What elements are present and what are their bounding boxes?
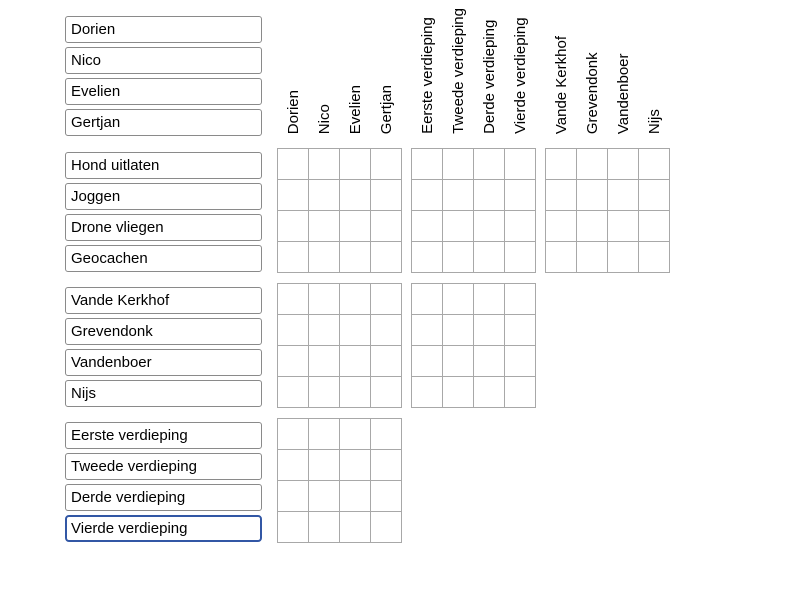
grid-blocks-activities (277, 148, 679, 273)
grid-cell[interactable] (577, 179, 608, 210)
grid-cell[interactable] (278, 376, 309, 407)
grid-cell[interactable] (278, 345, 309, 376)
grid-block-floors-persons (277, 418, 402, 543)
column-header-nijs: Nijs (646, 108, 663, 134)
grid-cell[interactable] (340, 418, 371, 449)
grid-cell[interactable] (546, 210, 577, 241)
grid-cell[interactable] (309, 376, 340, 407)
column-header-evelien: Evelien (347, 84, 364, 134)
row-label-input-grevendonk[interactable] (65, 318, 262, 345)
grid-cell[interactable] (639, 241, 670, 272)
row-label-input-nijs[interactable] (65, 380, 262, 407)
grid-block-activities-surnames (545, 148, 670, 273)
column-header-gertjan: Gertjan (378, 84, 395, 134)
grid-cell[interactable] (309, 345, 340, 376)
grid-cell[interactable] (443, 283, 474, 314)
grid-cell[interactable] (505, 283, 536, 314)
grid-cell[interactable] (412, 376, 443, 407)
grid-cell[interactable] (639, 148, 670, 179)
grid-cell[interactable] (443, 210, 474, 241)
grid-cell[interactable] (474, 179, 505, 210)
grid-blocks-surnames (277, 283, 545, 408)
grid-cell[interactable] (443, 148, 474, 179)
column-header-group-floors (411, 8, 536, 136)
grid-cell[interactable] (639, 210, 670, 241)
grid-cell[interactable] (278, 511, 309, 542)
row-label-group-persons (65, 16, 262, 136)
grid-cell[interactable] (340, 210, 371, 241)
grid-cell[interactable] (443, 179, 474, 210)
row-label-input-vande-kerkhof[interactable] (65, 287, 262, 314)
column-header-group-surnames (545, 36, 670, 136)
row-label-group-floors (65, 418, 262, 543)
grid-cell[interactable] (340, 345, 371, 376)
grid-cell[interactable] (309, 283, 340, 314)
grid-cell[interactable] (577, 210, 608, 241)
grid-cell[interactable] (443, 314, 474, 345)
grid-cell[interactable] (412, 241, 443, 272)
grid-cell[interactable] (505, 314, 536, 345)
grid-cell[interactable] (505, 345, 536, 376)
grid-cell[interactable] (371, 241, 402, 272)
grid-cell[interactable] (412, 283, 443, 314)
column-header-vande-kerkhof: Vande Kerkhof (553, 35, 570, 134)
column-header-vierde-verdieping: Vierde verdieping (512, 17, 529, 134)
grid-cell[interactable] (443, 241, 474, 272)
grid-cell[interactable] (340, 511, 371, 542)
grid-cell[interactable] (371, 148, 402, 179)
grid-cell[interactable] (309, 314, 340, 345)
grid-cell[interactable] (309, 179, 340, 210)
grid-cell[interactable] (505, 241, 536, 272)
row-group-surnames (65, 283, 679, 408)
grid-cell[interactable] (340, 179, 371, 210)
grid-cell[interactable] (608, 210, 639, 241)
row-label-input-tweede-verdieping[interactable] (65, 453, 262, 480)
row-label-input-hond-uitlaten[interactable] (65, 152, 262, 179)
grid-cell[interactable] (546, 148, 577, 179)
column-header-dorien: Dorien (285, 89, 302, 134)
row-label-input-joggen[interactable] (65, 183, 262, 210)
grid-cell[interactable] (340, 480, 371, 511)
column-headers (277, 8, 679, 136)
grid-cell[interactable] (278, 480, 309, 511)
grid-cell[interactable] (371, 418, 402, 449)
column-header-group-persons (277, 85, 402, 136)
grid-cell[interactable] (474, 241, 505, 272)
grid-cell[interactable] (309, 210, 340, 241)
grid-cell[interactable] (278, 148, 309, 179)
grid-cell[interactable] (278, 210, 309, 241)
grid-cell[interactable] (505, 376, 536, 407)
grid-block-surnames-persons (277, 283, 402, 408)
grid-cell[interactable] (278, 241, 309, 272)
grid-cell[interactable] (340, 449, 371, 480)
grid-cell[interactable] (639, 179, 670, 210)
grid-cell[interactable] (309, 418, 340, 449)
grid-cell[interactable] (278, 449, 309, 480)
row-label-input-dorien[interactable] (65, 16, 262, 43)
column-header-nico: Nico (316, 103, 333, 134)
column-header-grevendonk: Grevendonk (584, 52, 601, 134)
row-label-input-nico[interactable] (65, 47, 262, 74)
grid-cell[interactable] (474, 210, 505, 241)
grid-block-activities-floors (411, 148, 536, 273)
row-label-input-eerste-verdieping[interactable] (65, 422, 262, 449)
row-label-input-derde-verdieping[interactable] (65, 484, 262, 511)
grid-cell[interactable] (278, 418, 309, 449)
row-label-input-drone-vliegen[interactable] (65, 214, 262, 241)
row-label-input-gertjan[interactable] (65, 109, 262, 136)
grid-cell[interactable] (412, 148, 443, 179)
row-label-input-geocachen[interactable] (65, 245, 262, 272)
row-label-input-vierde-verdieping[interactable] (65, 515, 262, 542)
grid-cell[interactable] (371, 179, 402, 210)
grid-cell[interactable] (505, 179, 536, 210)
puzzle-layout (65, 8, 679, 553)
grid-cell[interactable] (371, 480, 402, 511)
grid-cell[interactable] (371, 449, 402, 480)
grid-cell[interactable] (443, 345, 474, 376)
grid-cell[interactable] (278, 283, 309, 314)
grid-cell[interactable] (608, 241, 639, 272)
grid-cell[interactable] (340, 148, 371, 179)
grid-cell[interactable] (340, 314, 371, 345)
grid-block-surnames-floors (411, 283, 536, 408)
grid-cell[interactable] (309, 241, 340, 272)
grid-cell[interactable] (474, 148, 505, 179)
grid-cell[interactable] (309, 511, 340, 542)
row-group-activities (65, 148, 679, 273)
grid-cell[interactable] (474, 314, 505, 345)
column-header-derde-verdieping: Derde verdieping (481, 19, 498, 134)
grid-cell[interactable] (371, 511, 402, 542)
grid-cell[interactable] (412, 345, 443, 376)
grid-cell[interactable] (278, 314, 309, 345)
grid-cell[interactable] (340, 376, 371, 407)
grid-cell[interactable] (474, 283, 505, 314)
grid-cell[interactable] (371, 345, 402, 376)
row-label-input-vandenboer[interactable] (65, 349, 262, 376)
grid-blocks-floors (277, 418, 411, 543)
row-label-group-surnames (65, 283, 262, 408)
grid-cell[interactable] (608, 148, 639, 179)
grid-cell[interactable] (412, 314, 443, 345)
grid-cell[interactable] (474, 345, 505, 376)
row-group-floors (65, 418, 679, 543)
grid-cell[interactable] (371, 210, 402, 241)
grid-cell[interactable] (309, 148, 340, 179)
row-label-group-activities (65, 148, 262, 273)
grid-cell[interactable] (577, 241, 608, 272)
grid-cell[interactable] (309, 449, 340, 480)
row-label-input-evelien[interactable] (65, 78, 262, 105)
column-header-tweede-verdieping: Tweede verdieping (450, 8, 467, 134)
grid-cell[interactable] (546, 179, 577, 210)
grid-cell[interactable] (278, 179, 309, 210)
grid-cell[interactable] (474, 376, 505, 407)
grid-cell[interactable] (371, 376, 402, 407)
grid-block-activities-persons (277, 148, 402, 273)
grid-cell[interactable] (340, 283, 371, 314)
column-header-eerste-verdieping: Eerste verdieping (419, 17, 436, 134)
column-header-vandenboer: Vandenboer (615, 53, 632, 134)
grid-cell[interactable] (412, 210, 443, 241)
grid-cell[interactable] (443, 376, 474, 407)
grid-cell[interactable] (505, 210, 536, 241)
grid-cell[interactable] (309, 480, 340, 511)
grid-cell[interactable] (371, 283, 402, 314)
grid-cell[interactable] (340, 241, 371, 272)
grid-cell[interactable] (546, 241, 577, 272)
top-section (65, 8, 679, 136)
grid-cell[interactable] (577, 148, 608, 179)
grid-cell[interactable] (608, 179, 639, 210)
grid-cell[interactable] (505, 148, 536, 179)
grid-cell[interactable] (412, 179, 443, 210)
grid-cell[interactable] (371, 314, 402, 345)
